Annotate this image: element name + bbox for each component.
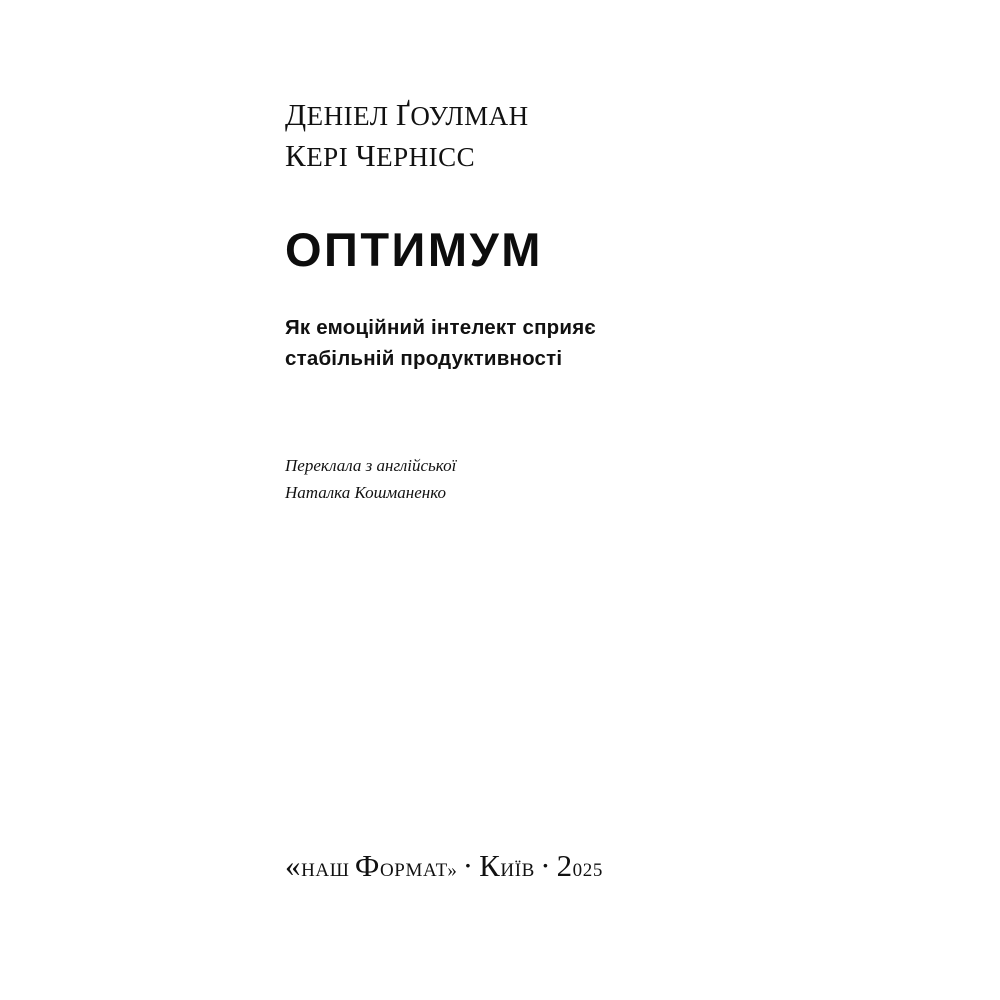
translator-name: Наталка Кошманенко (285, 483, 446, 502)
subtitle-line-1: Як емоційний інтелект сприяє (285, 316, 596, 339)
book-title: ОПТИМУМ (285, 223, 543, 276)
authors-block (285, 95, 925, 177)
title-page-content (285, 0, 925, 1000)
author-name-primary: ДЕНІЕЛ ҐОУЛМАН (285, 97, 529, 132)
subtitle-line-2: стабільній продуктивності (285, 347, 563, 370)
translator-credit (285, 452, 705, 506)
publisher-imprint: «НАШ ФОРМАТ» · КИЇВ · 2025 (285, 848, 603, 883)
translator-role: Переклала з англійської (285, 456, 457, 475)
author-name-secondary: КЕРІ ЧЕРНІСС (285, 138, 476, 173)
book-subtitle (285, 312, 715, 374)
